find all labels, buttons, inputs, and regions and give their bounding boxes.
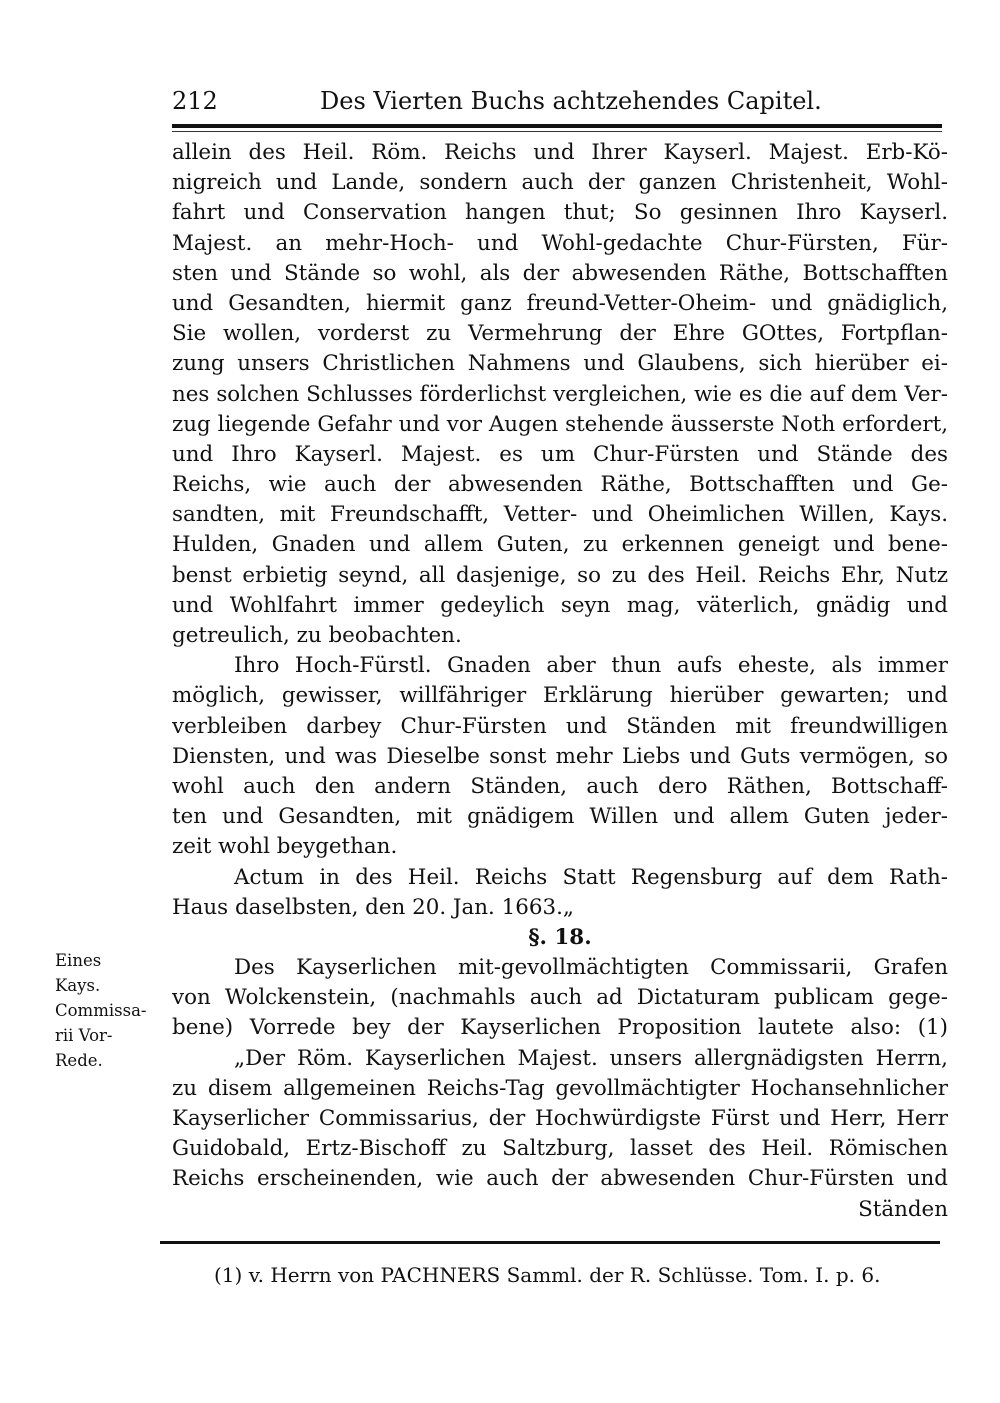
- text-line: Diensten, und was Dieselbe sonst mehr Liebs und Guts vermögen, so: [172, 743, 948, 769]
- margin-note-line: Kays.: [55, 976, 101, 995]
- text-line: zu disem allgemeinen Reichs-Tag gevollmächtigter Hochansehnlicher: [172, 1075, 948, 1101]
- margin-note-line: Commissa-: [55, 1001, 147, 1020]
- text-line: Des Kayserlichen mit-gevollmächtigten Commissarii, Grafen: [234, 955, 948, 981]
- text-line: und Gesandten, hiermit ganz freund-Vetter-Oheim- und gnädiglich,: [172, 290, 948, 316]
- body-text: [172, 138, 948, 1225]
- text-line: Hulden, Gnaden und allem Guten, zu erkennen geneigt und bene-: [172, 532, 948, 558]
- text-line: Reichs, wie auch der abwesenden Räthe, Bottschafften und Ge-: [172, 472, 948, 498]
- page-number: 212: [172, 87, 218, 115]
- text-line: „Der Röm. Kayserlichen Majest. unsers allergnädigsten Herrn,: [234, 1045, 948, 1071]
- margin-note: [55, 948, 163, 1073]
- text-line: benst erbietig seynd, all dasjenige, so zu des Heil. Reichs Ehr, Nutz: [172, 562, 948, 588]
- page-header: [172, 84, 942, 118]
- text-line: nigreich und Lande, sondern auch der ganzen Christenheit, Wohl-: [172, 170, 948, 196]
- text-line: verbleiben darbey Chur-Fürsten und Ständen mit freundwilligen: [172, 713, 948, 739]
- text-line: allein des Heil. Röm. Reichs und Ihrer Kayserl. Majest. Erb-Kö-: [172, 140, 948, 165]
- text-line: zug liegende Gefahr und vor Augen stehende äusserste Noth erfordert,: [172, 411, 948, 437]
- text-line: Majest. an mehr-Hoch- und Wohl-gedachte Chur-Fürsten, Für-: [172, 230, 948, 256]
- text-line: sten und Stände so wohl, als der abwesenden Räthe, Bottschafften: [172, 260, 948, 286]
- text-line: und Ihro Kayserl. Majest. es um Chur-Fürsten und Stände des: [172, 441, 948, 467]
- footnote-rule: [160, 1241, 940, 1244]
- text-line: und Wohlfahrt immer gedeylich seyn mag, väterlich, gnädig und: [172, 592, 948, 618]
- text-line: Kayserlicher Commissarius, der Hochwürdigste Fürst und Herr, Herr: [172, 1106, 948, 1131]
- text-line: Ihro Hoch-Fürstl. Gnaden aber thun aufs eheste, als immer: [234, 653, 948, 679]
- text-line: Sie wollen, vorderst zu Vermehrung der Ehre GOttes, Fortpflan-: [172, 321, 948, 347]
- margin-note-line: Eines: [55, 951, 102, 970]
- text-line: möglich, gewisser, willfähriger Erklärung hierüber gewarten; und: [172, 683, 948, 709]
- text-line: fahrt und Conservation hangen thut; So gesinnen Ihro Kayserl.: [172, 200, 948, 226]
- margin-note-line: rii Vor-: [55, 1026, 113, 1045]
- text-line: Actum in des Heil. Reichs Statt Regensburg auf dem Rath-: [234, 864, 948, 890]
- text-line: zung unsers Christlichen Nahmens und Glaubens, sich hierüber ei-: [172, 351, 948, 377]
- header-rule: [172, 124, 942, 128]
- text-line: nes solchen Schlusses förderlichst vergleichen, wie es die auf dem Ver-: [172, 381, 948, 407]
- catchword: Ständen: [858, 1196, 948, 1222]
- margin-note-line: Rede.: [55, 1051, 103, 1070]
- text-line: wohl auch den andern Ständen, auch dero Räthen, Bottschaff-: [172, 773, 948, 799]
- text-line: getreulich, zu beobachten.: [172, 623, 462, 648]
- text-line: Reichs erscheinenden, wie auch der abwesenden Chur-Fürsten und: [172, 1166, 948, 1192]
- section-number: §. 18.: [528, 924, 592, 950]
- footnote: (1) v. Herrn von PACHNERS Samml. der R. Schlüsse. Tom. I. p. 6.: [214, 1263, 881, 1287]
- text-line: bene) Vorrede bey der Kayserlichen Proposition lautete also: (1): [172, 1015, 948, 1041]
- header-rule-thin: [172, 131, 942, 132]
- text-line: von Wolckenstein, (nachmahls auch ad Dictaturam publicam gege-: [172, 985, 948, 1011]
- text-line: sandten, mit Freundschafft, Vetter- und Oheimlichen Willen, Kays.: [172, 502, 948, 528]
- text-line: Haus daselbsten, den 20. Jan. 1663.„: [172, 894, 574, 920]
- text-line: Guidobald, Ertz-Bischoff zu Saltzburg, lasset des Heil. Römischen: [172, 1136, 948, 1162]
- running-title: Des Vierten Buchs achtzehendes Capitel.: [320, 87, 822, 115]
- text-line: zeit wohl beygethan.: [172, 834, 398, 860]
- text-line: ten und Gesandten, mit gnädigem Willen und allem Guten jeder-: [172, 804, 948, 830]
